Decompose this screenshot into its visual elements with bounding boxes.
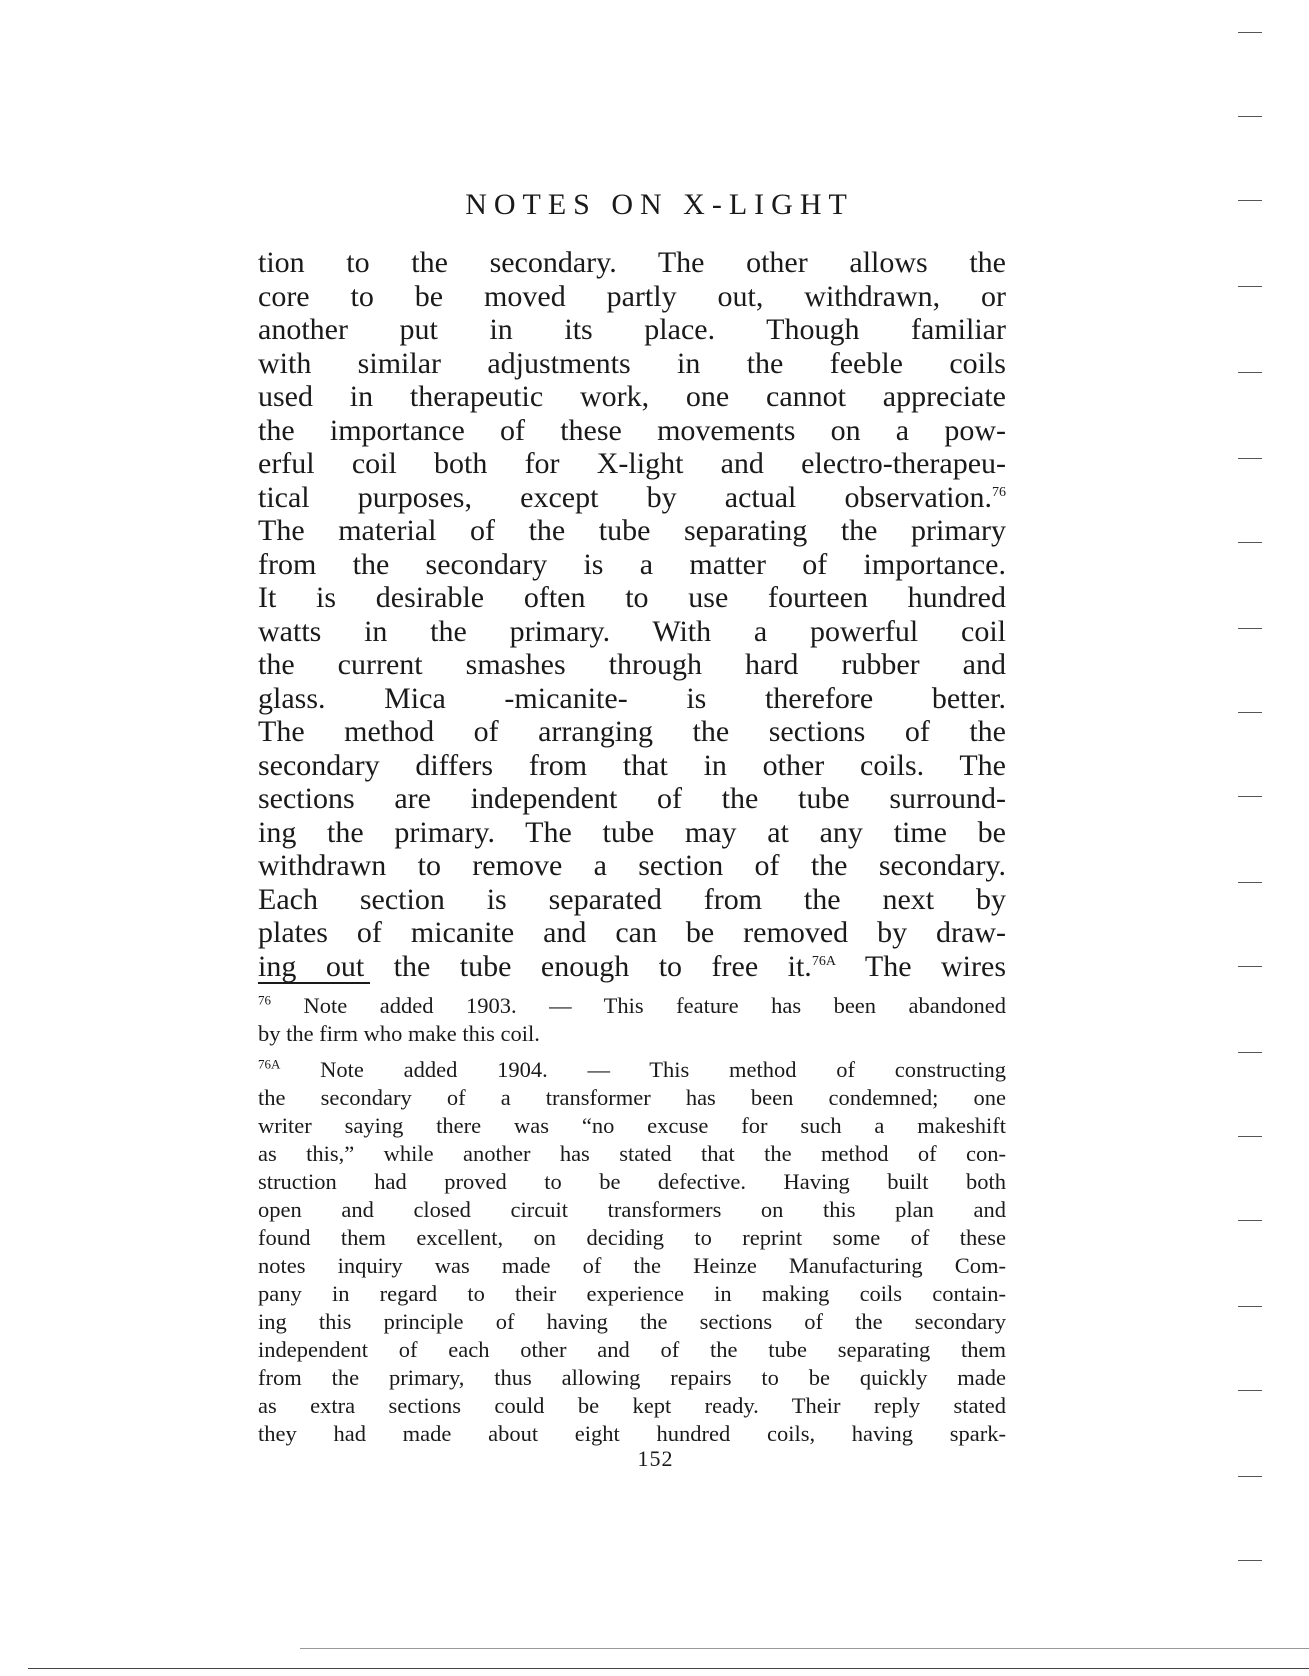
footnote-line — [258, 1056, 1006, 1084]
body-line-text: ing out the tube enough to free it. — [258, 949, 812, 983]
margin-tick — [1238, 458, 1262, 459]
margin-tick — [1238, 1306, 1262, 1307]
scan-edge-line — [28, 1668, 1309, 1669]
body-line: tion to the secondary. The other allows the — [258, 246, 1006, 279]
footnote-line: notes inquiry was made of the Heinze Manufacturing Com- — [258, 1253, 1006, 1278]
footnote-line: as this,” while another has stated that the method of con- — [258, 1141, 1006, 1166]
footnote-line: independent of each other and of the tube separating them — [258, 1337, 1006, 1362]
footnote-line: ing this principle of having the sections of the secondary — [258, 1309, 1006, 1334]
margin-tick — [1238, 882, 1262, 883]
page-number: 152 — [637, 1446, 674, 1471]
footnote-76 — [258, 992, 1006, 1048]
body-line-tail: The wires — [864, 949, 1006, 983]
margin-tick — [1238, 796, 1262, 797]
footnote-line: open and closed circuit transformers on this plan and — [258, 1197, 1006, 1222]
body-line-last — [258, 950, 1006, 984]
margin-tick — [1238, 200, 1262, 201]
footnote-text: Note added 1903. — This feature has been abandoned — [303, 993, 1006, 1018]
footnote-text: Note added 1904. — This method of constructing — [320, 1057, 1006, 1082]
margin-tick — [1238, 32, 1262, 33]
body-line: The material of the tube separating the primary — [258, 514, 1006, 547]
footnote-line: the secondary of a transformer has been condemned; one — [258, 1085, 1006, 1110]
body-line: the current smashes through hard rubber and — [258, 648, 1006, 681]
footnote-rule — [258, 982, 370, 984]
scan-margin-marks — [1238, 0, 1268, 1676]
margin-tick — [1238, 1560, 1262, 1561]
body-text — [258, 246, 1006, 983]
footnote-line — [258, 992, 1006, 1020]
margin-tick — [1238, 712, 1262, 713]
footnote-line: by the firm who make this coil. — [258, 1021, 540, 1046]
margin-tick — [1238, 966, 1262, 967]
footnote-line: from the primary, thus allowing repairs to be quickly made — [258, 1365, 1006, 1390]
margin-tick — [1238, 1220, 1262, 1221]
footnote-ref-76a: 76A — [811, 953, 836, 969]
body-line: The method of arranging the sections of the — [258, 715, 1006, 748]
margin-tick — [1238, 1052, 1262, 1053]
body-line: core to be moved partly out, withdrawn, or — [258, 279, 1006, 313]
body-line: glass. Mica -micanite- is therefore better. — [258, 681, 1006, 715]
footnote-76a — [258, 1056, 1006, 1448]
scan-edge-line — [300, 1648, 1309, 1649]
body-line: sections are independent of the tube surround- — [258, 782, 1006, 815]
footnote-line: found them excellent, on deciding to reprint some of these — [258, 1225, 1006, 1250]
body-line: secondary differs from that in other coils. The — [258, 748, 1006, 782]
body-line: Each section is separated from the next by — [258, 882, 1006, 916]
body-line: withdrawn to remove a section of the secondary. — [258, 849, 1006, 882]
body-line-text: tical purposes, except by actual observation. — [258, 480, 992, 514]
running-head: NOTES ON X-LIGHT — [465, 188, 854, 221]
body-line-with-footnote-ref — [258, 481, 1006, 515]
margin-tick — [1238, 1390, 1262, 1391]
footnote-marker: 76 — [258, 992, 271, 1008]
body-line: plates of micanite and can be removed by draw- — [258, 916, 1006, 949]
body-line: used in therapeutic work, one cannot appreciate — [258, 380, 1006, 413]
footnotes — [258, 992, 1006, 1448]
body-line: watts in the primary. With a powerful coil — [258, 614, 1006, 648]
margin-tick — [1238, 372, 1262, 373]
margin-tick — [1238, 116, 1262, 117]
footnote-line: struction had proved to be defective. Having built both — [258, 1169, 1006, 1194]
margin-tick — [1238, 1476, 1262, 1477]
body-line: erful coil both for X-light and electro-therapeu- — [258, 447, 1006, 480]
body-line: with similar adjustments in the feeble coils — [258, 346, 1006, 380]
margin-tick — [1238, 1136, 1262, 1137]
body-line: from the secondary is a matter of importance. — [258, 547, 1006, 581]
margin-tick — [1238, 628, 1262, 629]
footnote-marker: 76A — [258, 1056, 281, 1072]
body-line: the importance of these movements on a pow- — [258, 413, 1006, 447]
margin-tick — [1238, 286, 1262, 287]
body-line: another put in its place. Though familiar — [258, 313, 1006, 346]
body-line: ing the primary. The tube may at any time be — [258, 815, 1006, 849]
footnote-line: as extra sections could be kept ready. Their reply stated — [258, 1393, 1006, 1418]
footnote-line: they had made about eight hundred coils, having spark- — [258, 1421, 1006, 1446]
footnote-line: pany in regard to their experience in making coils contain- — [258, 1281, 1006, 1306]
footnote-ref-76: 76 — [992, 484, 1006, 500]
footnote-line: writer saying there was “no excuse for such a makeshift — [258, 1113, 1006, 1138]
margin-tick — [1238, 542, 1262, 543]
body-line: It is desirable often to use fourteen hundred — [258, 581, 1006, 614]
